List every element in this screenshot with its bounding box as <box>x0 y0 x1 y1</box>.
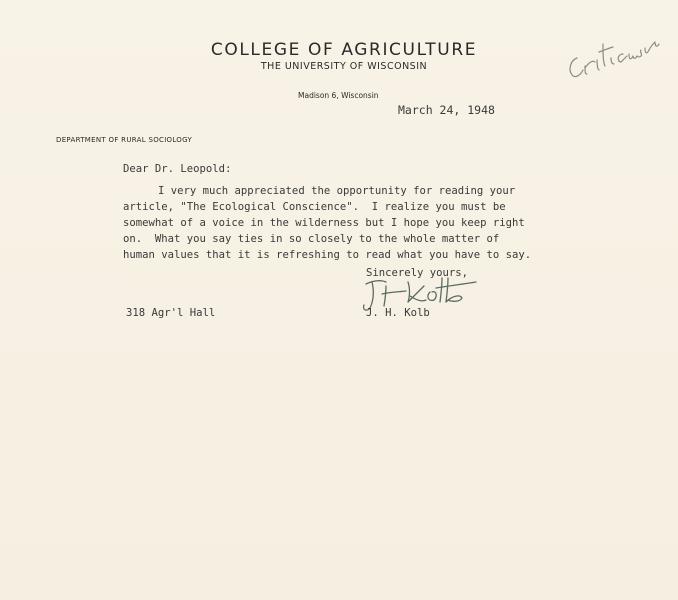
body-line: article, "The Ecological Conscience". I realize you must be <box>123 201 506 213</box>
letterhead-university: THE UNIVERSITY OF WISCONSIN <box>260 61 428 72</box>
body-line: human values that it is refreshing to read what you have to say. <box>123 249 532 261</box>
body-line: somewhat of a voice in the wilderness but I hope you keep right <box>123 217 525 229</box>
letterhead-department: DEPARTMENT OF RURAL SOCIOLOGY <box>56 136 193 144</box>
letterhead-college: COLLEGE OF AGRICULTURE <box>210 40 478 60</box>
closing: Sincerely yours, <box>366 267 469 279</box>
handwritten-margin-note <box>563 14 663 84</box>
salutation: Dear Dr. Leopold: <box>123 163 232 175</box>
sender-address: 318 Agr'l Hall <box>126 307 216 319</box>
body-line: I very much appreciated the opportunity for reading your <box>158 185 516 197</box>
body-line: on. What you say ties in so closely to the whole matter of <box>123 233 500 245</box>
signer-name: J. H. Kolb <box>366 307 430 319</box>
letter-date: March 24, 1948 <box>398 103 495 117</box>
letterhead-city: Madison 6, Wisconsin <box>298 91 379 100</box>
